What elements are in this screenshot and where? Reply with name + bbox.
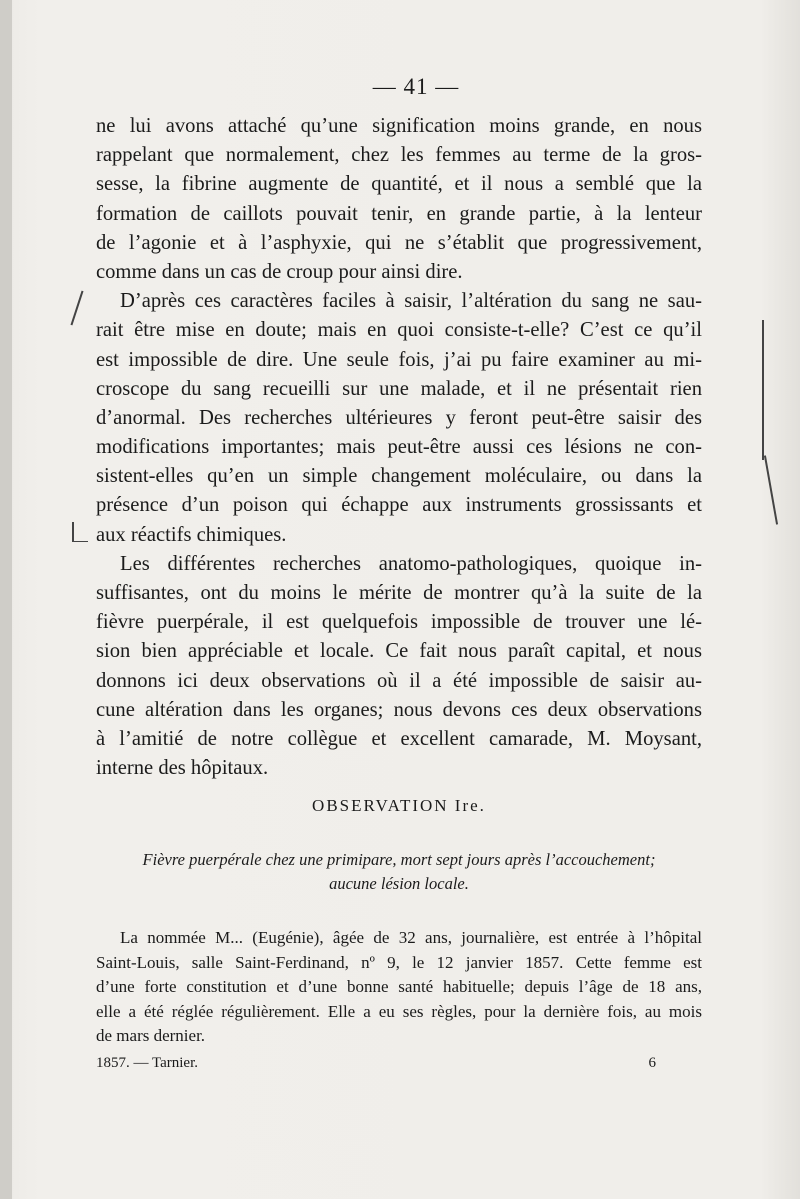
- text-line: rait être mise en doute; mais en quoi consiste-t-elle? C’est ce qu’il: [96, 319, 702, 342]
- subtitle-line: Fièvre puerpérale chez une primipare, mort sept jours après l’accouchement;: [142, 850, 656, 869]
- paragraph-1: [96, 112, 702, 287]
- text-line: suffisantes, ont du moins le mérite de montrer qu’à la suite de la: [96, 582, 702, 604]
- footer-sheet-number: 6: [648, 1055, 656, 1071]
- text-line: D’après ces caractères faciles à saisir, l’altération du sang ne sau-: [120, 290, 702, 313]
- text-line: interne des hôpitaux.: [96, 757, 269, 780]
- text-line: d’une forte constitution et d’une bonne santé habituelle; depuis l’âge de 18 ans,: [96, 977, 702, 996]
- text-line: croscope du sang recueilli sur une malade, et il ne présentait rien: [96, 377, 702, 400]
- text-line: modifications importantes; mais peut-être aussi ces lésions ne con-: [96, 436, 702, 459]
- margin-bracket-mark: [70, 291, 83, 326]
- text-line: comme dans un cas de croup pour ainsi dire.: [96, 260, 463, 283]
- paragraph-2: [96, 287, 702, 550]
- text-line: sesse, la fibrine augmente de quantité, et il nous a semblé que la: [96, 173, 702, 196]
- page-gutter: [0, 0, 12, 1199]
- text-line: d’anormal. Des recherches ultérieures y feront peut-être saisir des: [96, 406, 702, 429]
- text-line: cune altération dans les organes; nous devons ces deux observations: [96, 698, 702, 721]
- main-text: [96, 112, 702, 783]
- margin-bracket-mark: [72, 522, 74, 542]
- text-line: de l’agonie et à l’asphyxie, qui ne s’établit que progressivement,: [96, 231, 702, 254]
- observation-subtitle: [96, 848, 702, 896]
- subtitle-line: aucune lésion locale.: [329, 874, 469, 893]
- paragraph-3: [96, 550, 702, 784]
- margin-line-mark: [762, 320, 764, 460]
- page-number: — 41 —: [372, 74, 460, 99]
- text-line: rappelant que normalement, chez les femmes au terme de la gros-: [96, 144, 702, 167]
- text-line: fièvre puerpérale, il est quelquefois impossible de trouver une lé-: [96, 611, 702, 634]
- text-line: de mars dernier.: [96, 1026, 206, 1045]
- text-line: Les différentes recherches anatomo-pathologiques, quoique in-: [120, 552, 702, 575]
- text-line: formation de caillots pouvait tenir, en grande partie, à la lenteur: [96, 202, 702, 225]
- text-line: sion bien appréciable et locale. Ce fait nous paraît capital, et nous: [96, 640, 702, 663]
- observation-text: [96, 926, 702, 1049]
- observation-title: OBSERVATION Ire.: [312, 796, 486, 815]
- text-line: ne lui avons attaché qu’une signification moins grande, en nous: [96, 115, 702, 137]
- text-line: présence d’un poison qui échappe aux instruments grossissants et: [96, 494, 702, 517]
- text-line: est impossible de dire. Une seule fois, j’ai pu faire examiner au mi-: [96, 348, 702, 371]
- margin-line-mark: [764, 455, 778, 524]
- footer-signature: 1857. — Tarnier.: [96, 1055, 198, 1071]
- text-line: donnons ici deux observations où il a été impossible de saisir au-: [96, 669, 702, 692]
- text-line: Saint-Louis, salle Saint-Ferdinand, nº 9, le 12 janvier 1857. Cette femme est: [96, 952, 702, 972]
- text-line: aux réactifs chimiques.: [96, 523, 287, 546]
- text-line: à l’amitié de notre collègue et excellent camarade, M. Moysant,: [96, 727, 702, 750]
- text-line: La nommée M... (Eugénie), âgée de 32 ans, journalière, est entrée à l’hôpital: [120, 928, 702, 947]
- text-line: sistent-elles qu’en un simple changement moléculaire, ou dans la: [96, 465, 702, 488]
- margin-bracket-mark: [72, 541, 88, 542]
- text-line: elle a été réglée régulièrement. Elle a eu ses règles, pour la dernière fois, au mois: [96, 1001, 702, 1021]
